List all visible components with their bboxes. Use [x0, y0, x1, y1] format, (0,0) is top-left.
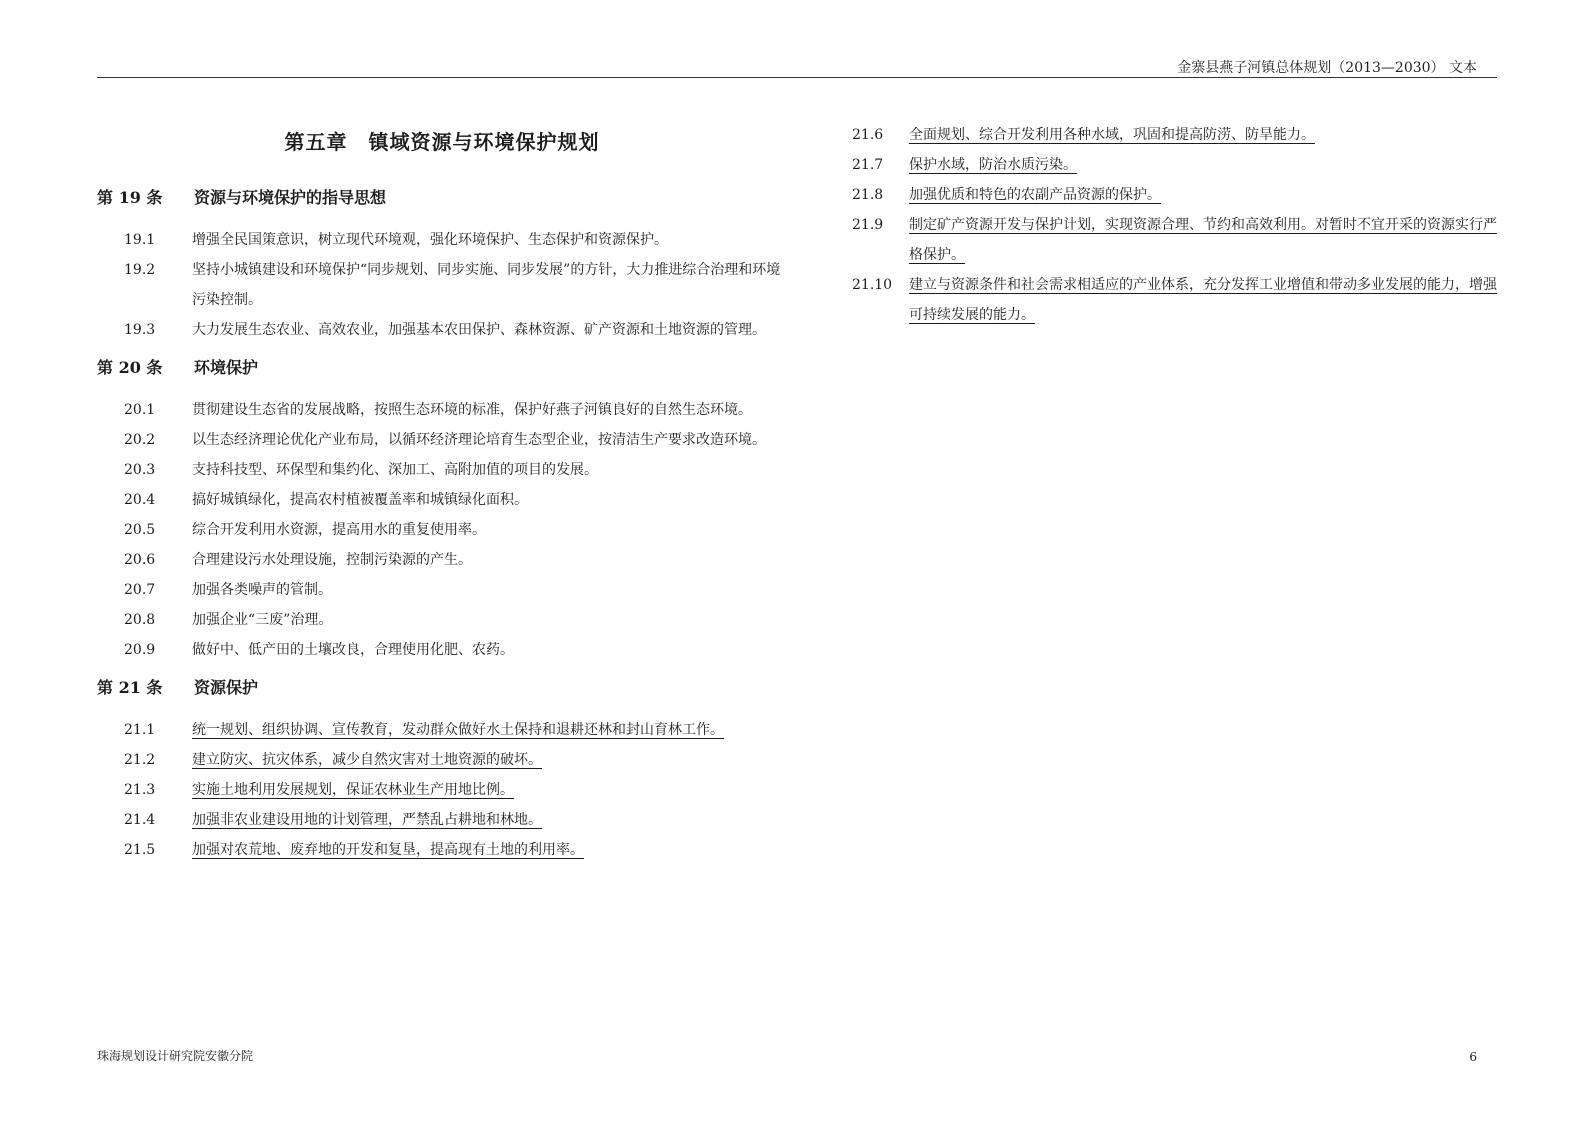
- item-number: 20.8: [124, 612, 156, 628]
- item-number: 21.2: [124, 752, 156, 768]
- article-number: 第 21 条: [97, 678, 163, 697]
- item-number: 20.4: [124, 492, 156, 508]
- item-number: 20.5: [124, 522, 156, 538]
- page-number: 6: [1469, 1050, 1477, 1064]
- item-number: 20.2: [124, 432, 156, 448]
- list-item: [852, 210, 1497, 270]
- list-item: [97, 515, 787, 545]
- item-number: 21.3: [124, 782, 156, 798]
- list-item: [97, 545, 787, 575]
- item-number: 20.7: [124, 582, 156, 598]
- chapter-title: 第五章 镇域资源与环境保护规划: [284, 130, 600, 154]
- item-text: 建立防灾、抗灾体系，减少自然灾害对土地资源的破坏。: [192, 752, 542, 768]
- article-heading: [97, 673, 787, 703]
- left-column: [97, 120, 787, 873]
- item-number: 21.7: [852, 157, 884, 173]
- list-item: [97, 715, 787, 745]
- article-number: 第 19 条: [97, 188, 163, 207]
- article-20: [97, 353, 787, 665]
- list-item: [97, 805, 787, 835]
- list-item: [852, 270, 1497, 330]
- item-number: 21.4: [124, 812, 156, 828]
- list-item: [97, 315, 787, 345]
- list-item: [97, 745, 787, 775]
- item-text: 大力发展生态农业、高效农业，加强基本农田保护、森林资源、矿产资源和土地资源的管理。: [192, 322, 766, 338]
- list-item: [852, 150, 1497, 180]
- list-item: [97, 225, 787, 255]
- item-text: 支持科技型、环保型和集约化、深加工、高附加值的项目的发展。: [192, 462, 598, 478]
- item-number: 21.9: [852, 217, 884, 233]
- document-header-title: 金寨县燕子河镇总体规划（2013—2030） 文本: [1177, 60, 1477, 76]
- item-number: 19.2: [124, 262, 156, 278]
- article-title: 环境保护: [194, 358, 259, 377]
- article-title: 资源保护: [194, 678, 259, 697]
- item-number: 20.3: [124, 462, 156, 478]
- item-text: 加强企业“三废”治理。: [192, 612, 333, 628]
- item-number: 20.1: [124, 402, 156, 418]
- item-number: 19.1: [124, 232, 156, 248]
- item-text: 综合开发利用水资源，提高用水的重复使用率。: [192, 522, 486, 538]
- item-text: 加强各类噪声的管制。: [192, 582, 332, 598]
- item-text: 加强优质和特色的农副产品资源的保护。: [909, 187, 1161, 203]
- item-text: 加强对农荒地、废弃地的开发和复垦，提高现有土地的利用率。: [192, 842, 584, 858]
- item-text: 建立与资源条件和社会需求相适应的产业体系，充分发挥工业增值和带动多业发展的能力，增强可持续发展的能力。: [909, 277, 1497, 323]
- article-21: [97, 673, 787, 865]
- item-number: 20.9: [124, 642, 156, 658]
- item-text: 实施土地利用发展规划，保证农林业生产用地比例。: [192, 782, 514, 798]
- article-19: [97, 183, 787, 345]
- list-item: [97, 835, 787, 865]
- item-number: 21.5: [124, 842, 156, 858]
- item-text: 统一规划、组织协调、宣传教育，发动群众做好水土保持和退耕还林和封山育林工作。: [192, 722, 724, 738]
- list-item: [97, 255, 787, 315]
- list-item: [97, 605, 787, 635]
- item-text: 坚持小城镇建设和环境保护“同步规划、同步实施、同步发展”的方针，大力推进综合治理和环境污染控制。: [192, 262, 781, 308]
- item-number: 21.8: [852, 187, 884, 203]
- item-number: 21.10: [852, 277, 893, 293]
- item-text: 做好中、低产田的土壤改良，合理使用化肥、农药。: [192, 642, 514, 658]
- item-text: 加强非农业建设用地的计划管理，严禁乱占耕地和林地。: [192, 812, 542, 828]
- list-item: [97, 455, 787, 485]
- article-number: 第 20 条: [97, 358, 163, 377]
- item-text: 贯彻建设生态省的发展战略，按照生态环境的标准，保护好燕子河镇良好的自然生态环境。: [192, 402, 752, 418]
- article-title: 资源与环境保护的指导思想: [194, 188, 387, 207]
- list-item: [852, 180, 1497, 210]
- item-number: 19.3: [124, 322, 156, 338]
- item-text: 制定矿产资源开发与保护计划，实现资源合理、节约和高效利用。对暂时不宜开采的资源实行严格保护。: [909, 217, 1497, 263]
- item-number: 21.1: [124, 722, 156, 738]
- item-text: 保护水域，防治水质污染。: [909, 157, 1077, 173]
- header-divider: [97, 77, 1497, 78]
- article-heading: [97, 183, 787, 213]
- list-item: [97, 775, 787, 805]
- item-text: 搞好城镇绿化，提高农村植被覆盖率和城镇绿化面积。: [192, 492, 528, 508]
- footer-organization: 珠海规划设计研究院安徽分院: [97, 1049, 254, 1063]
- list-item: [97, 395, 787, 425]
- right-column: [852, 120, 1497, 330]
- item-text: 以生态经济理论优化产业布局，以循环经济理论培育生态型企业，按清洁生产要求改造环境。: [192, 432, 766, 448]
- item-text: 合理建设污水处理设施，控制污染源的产生。: [192, 552, 472, 568]
- item-text: 增强全民国策意识，树立现代环境观，强化环境保护、生态保护和资源保护。: [192, 232, 668, 248]
- list-item: [97, 575, 787, 605]
- item-number: 21.6: [852, 127, 884, 143]
- item-number: 20.6: [124, 552, 156, 568]
- list-item: [97, 635, 787, 665]
- list-item: [97, 485, 787, 515]
- list-item: [852, 120, 1497, 150]
- item-text: 全面规划、综合开发利用各种水域，巩固和提高防涝、防旱能力。: [909, 127, 1315, 143]
- article-heading: [97, 353, 787, 383]
- list-item: [97, 425, 787, 455]
